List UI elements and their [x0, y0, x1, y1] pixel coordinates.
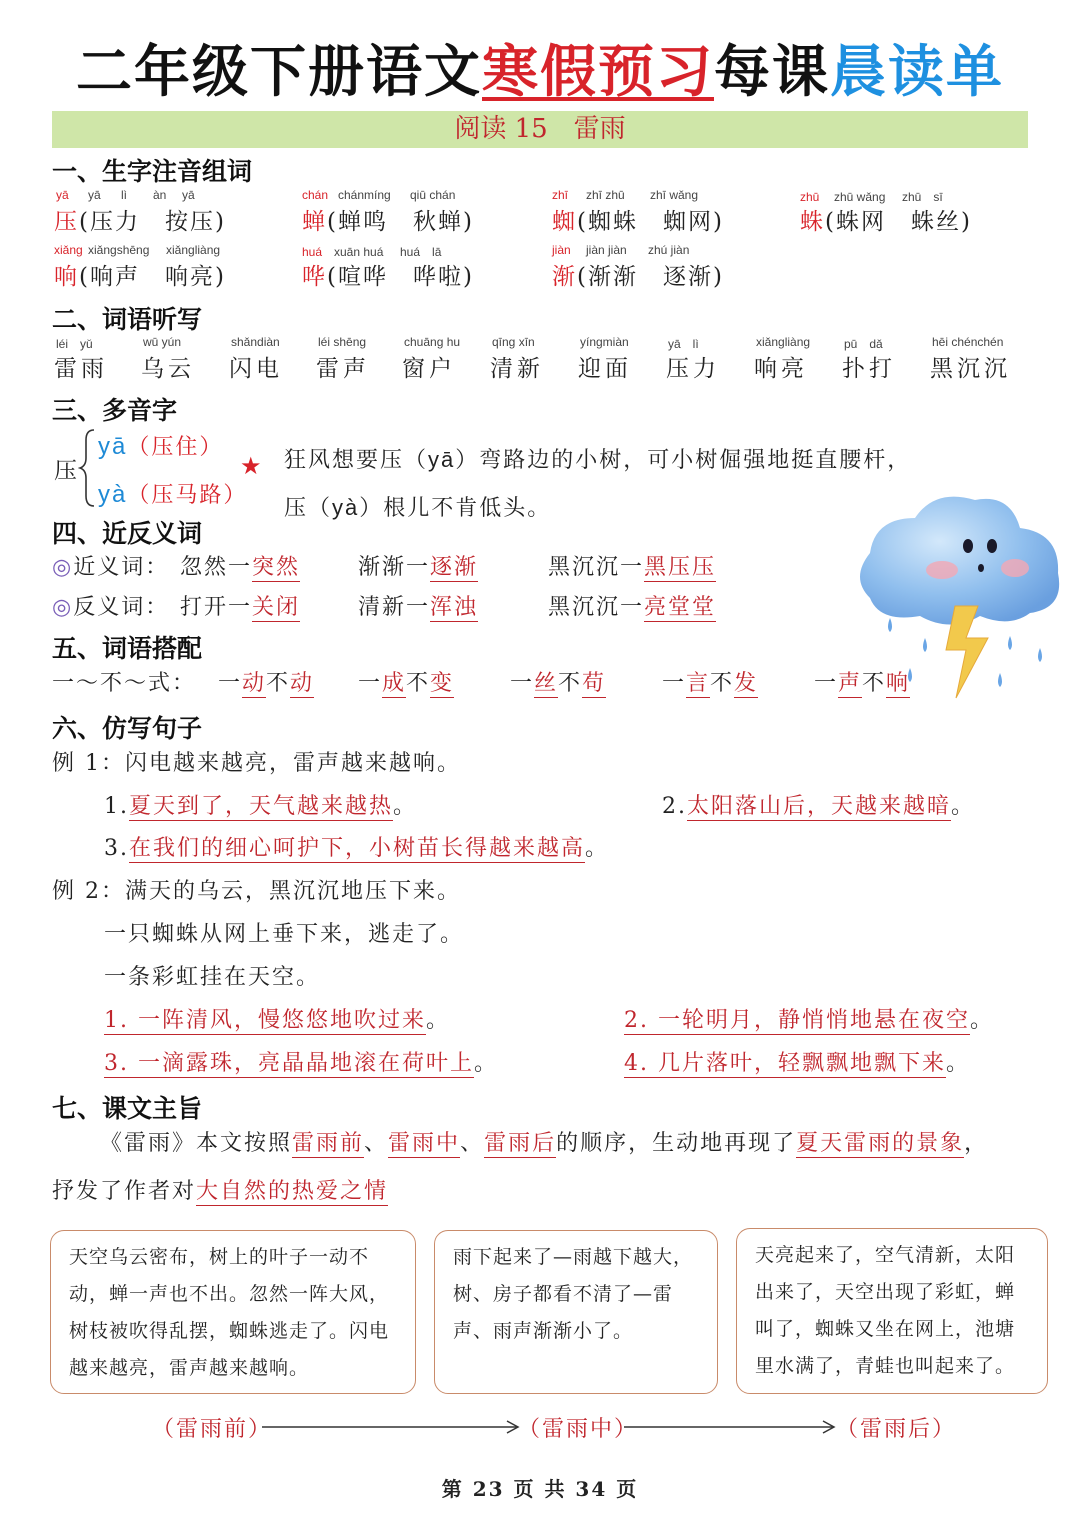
polyphone-sentence-2: 压（yà）根儿不肯低头。: [284, 495, 552, 521]
synonym-pair-3: 黑沉沉一黑压压: [548, 555, 717, 580]
section-heading-6: 六、仿写句子: [52, 714, 203, 743]
answer-b3: 3. 一滴露珠，亮晶晶地滚在荷叶上。: [104, 1051, 499, 1076]
section-heading-2: 二、词语听写: [52, 305, 203, 334]
synonym-pair-1: 忽然一突然: [180, 555, 301, 580]
answer-3: 3.在我们的细心呵护下，小树苗长得越来越高。: [104, 836, 610, 861]
example-2-line-2: 一只蜘蛛从网上垂下来，逃走了。: [104, 922, 465, 947]
flow-label-during: （雷雨中）: [518, 1417, 639, 1442]
dictation-word: léi yǔ 雷雨: [54, 337, 108, 382]
flow-label-after: （雷雨后）: [836, 1417, 957, 1442]
section-heading-5: 五、词语搭配: [52, 634, 203, 663]
section-heading-1: 一、生字注音组词: [52, 157, 253, 186]
arrow-icon: [624, 1415, 838, 1439]
dictation-word: xiǎngliàng 响亮: [754, 335, 811, 382]
answer-b1: 1. 一阵清风，慢悠悠地吹过来。: [104, 1008, 450, 1033]
answer-1: 1.夏天到了，天气越来越热。: [104, 794, 418, 819]
dictation-word: wū yún 乌云: [141, 335, 195, 382]
char-entry-7: jiàn jiàn jiàn zhú jiàn 渐(渐渐 逐渐): [552, 243, 724, 290]
theme-line-2: 抒发了作者对大自然的热爱之情: [52, 1179, 389, 1204]
page-title: [0, 28, 1080, 108]
arrow-icon: [262, 1415, 522, 1439]
title-part2: 寒假预习: [482, 40, 714, 105]
synonym-pair-2: 渐渐一逐渐: [358, 555, 479, 580]
dictation-word: shǎndiàn 闪电: [229, 335, 283, 382]
char-entry-5: xiǎng xiǎngshēng xiǎngliàng 响(响声 响亮): [54, 243, 226, 290]
star-icon: ★: [240, 452, 262, 480]
polyphone-char: 压: [54, 458, 79, 484]
polyphone-reading-1: yā（压住）: [98, 433, 224, 460]
collocation-item: 一丝不苟: [510, 671, 607, 696]
dictation-word: yíngmiàn 迎面: [578, 335, 632, 382]
answer-b2: 2. 一轮明月，静悄悄地悬在夜空。: [624, 1008, 994, 1033]
answer-b4: 4. 几片落叶，轻飘飘地飘下来。: [624, 1051, 970, 1076]
page-footer: 第 23 页 共 34 页: [441, 1477, 639, 1501]
section-heading-7: 七、课文主旨: [52, 1094, 203, 1123]
collocation-item: 一声不响: [814, 671, 911, 696]
char-entry-1: yā yā lì àn yā 压(压力 按压): [54, 188, 226, 235]
story-box-before: 天空乌云密布，树上的叶子一动不动，蝉一声也不出。忽然一阵大风，树枝被吹得乱摆，蜘蛛逃走了。闪电越来越亮，雷声越来越响。: [50, 1230, 416, 1394]
collocation-item: 一动不动: [218, 671, 315, 696]
example-2: 例 2：满天的乌云，黑沉沉地压下来。: [52, 879, 461, 904]
flow-label-before: （雷雨前）: [152, 1417, 273, 1442]
title-part1: 二年级下册语文: [76, 40, 482, 105]
collocation-item: 一成不变: [358, 671, 455, 696]
story-box-after: 天亮起来了，空气清新，太阳出来了，天空出现了彩虹，蝉叫了，蜘蛛又坐在网上，池塘里水满了，青蛙也叫起来了。: [736, 1228, 1048, 1394]
dictation-word: chuāng hu 窗户: [402, 335, 461, 382]
antonym-pair-3: 黑沉沉一亮堂堂: [548, 595, 717, 620]
section-heading-4: 四、近反义词: [52, 519, 203, 548]
synonym-row: ◎近义词：: [52, 555, 170, 580]
dictation-word: pū dǎ 扑打: [842, 337, 896, 382]
dictation-word: hēi chénchén 黑沉沉: [930, 335, 1011, 382]
title-part3: 每课: [714, 40, 830, 105]
antonym-row: ◎反义词：: [52, 595, 170, 620]
dictation-word: qīng xīn 清新: [490, 335, 544, 382]
char-entry-3: zhī zhī zhū zhī wǎng 蜘(蜘蛛 蜘网): [552, 188, 724, 235]
polyphone-sentence-1: 狂风想要压（yā）弯路边的小树，可小树倔强地挺直腰杆，: [284, 447, 912, 473]
answer-2: 2.太阳落山后，天越来越暗。: [662, 794, 976, 819]
brace-icon: [78, 428, 98, 508]
dictation-word: léi shēng 雷声: [316, 335, 370, 382]
title-part4: 晨读单: [830, 40, 1004, 105]
polyphone-reading-2: yà（压马路）: [98, 481, 248, 508]
section-heading-3: 三、多音字: [52, 396, 178, 425]
collocation-label: 一～不～式：: [52, 671, 197, 696]
antonym-pair-1: 打开一关闭: [180, 595, 301, 620]
collocation-item: 一言不发: [662, 671, 759, 696]
story-box-during: 雨下起来了—雨越下越大，树、房子都看不清了—雷声、雨声渐渐小了。: [434, 1230, 718, 1394]
dictation-word: yā lì 压力: [666, 337, 720, 382]
char-entry-2: chán chánmíng qiū chán 蝉(蝉鸣 秋蝉): [302, 188, 474, 235]
char-entry-6: huá xuān huá huá lā 哗(喧哗 哗啦): [302, 245, 474, 290]
lesson-banner: 阅读 15 雷雨: [52, 111, 1028, 148]
antonym-pair-2: 清新一浑浊: [358, 595, 479, 620]
example-2-line-3: 一条彩虹挂在天空。: [104, 965, 321, 990]
char-entry-4: zhū zhū wǎng zhū sī 蛛(蛛网 蛛丝): [800, 190, 972, 235]
example-1: 例 1：闪电越来越亮，雷声越来越响。: [52, 751, 461, 776]
theme-line-1: 《雷雨》本文按照雷雨前、雷雨中、雷雨后的顺序，生动地再现了夏天雷雨的景象，: [100, 1131, 989, 1156]
